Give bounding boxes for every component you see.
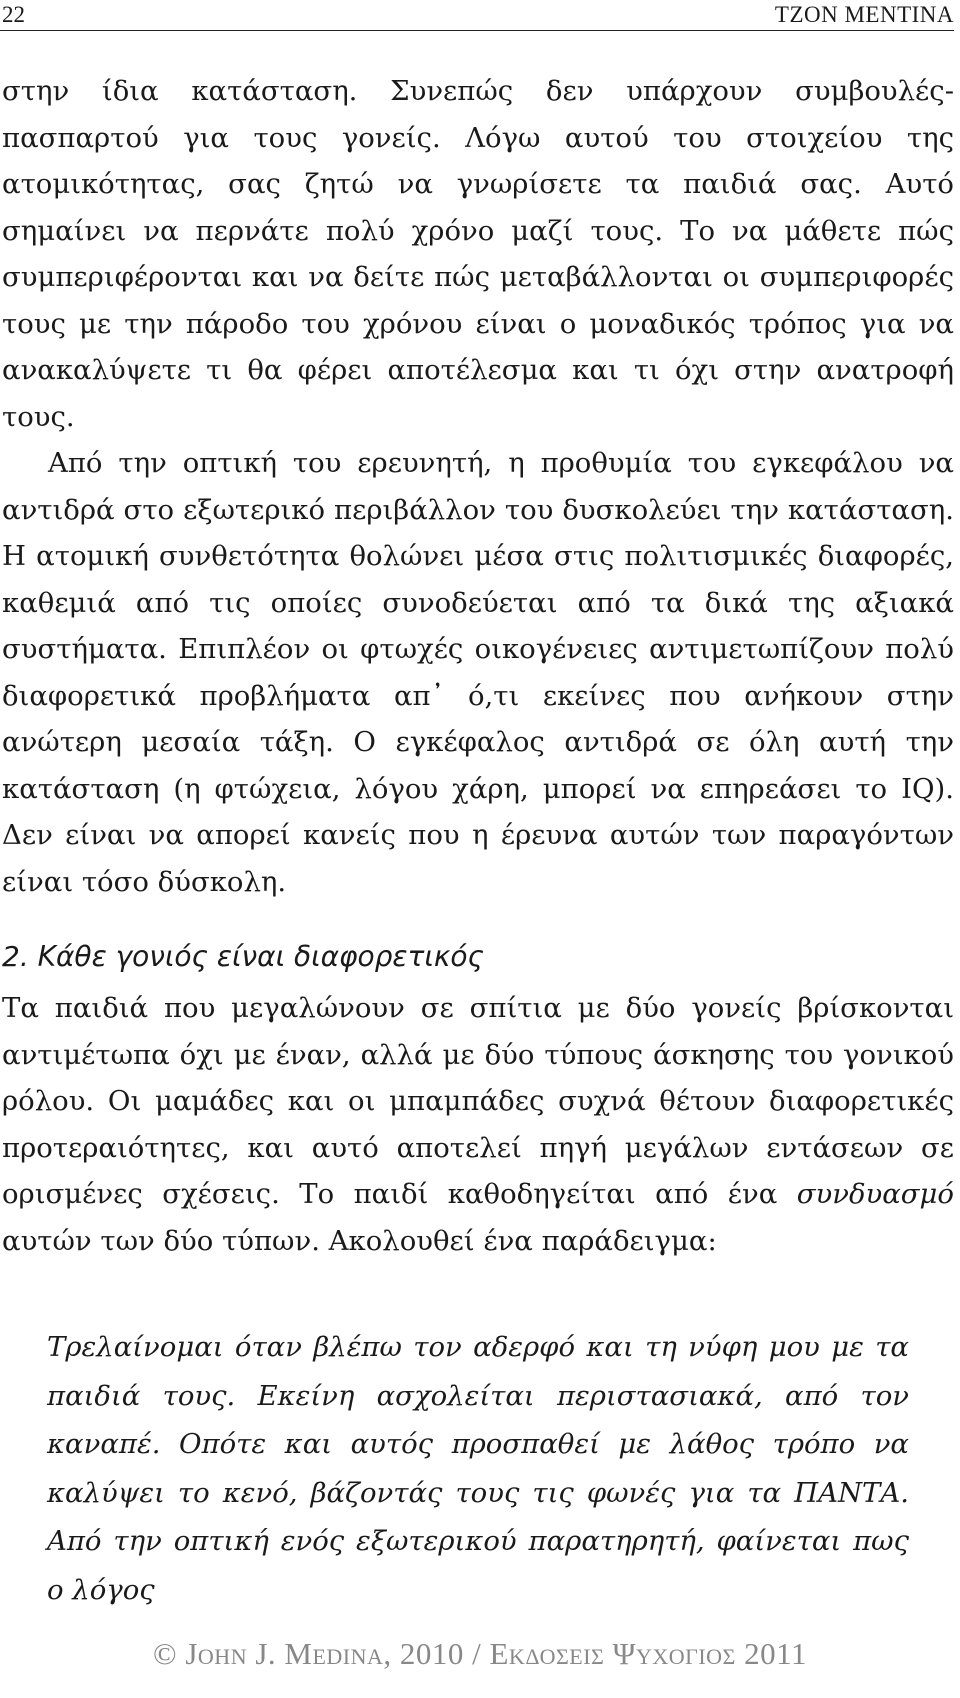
paragraph-1: στην ίδια κατάσταση. Συνεπώς δεν υπάρχουν συμβουλές-πασπαρτού για τους γονείς. Λόγω αυτού του στοιχείου της ατομικότητας, σας ζητώ να γνωρίσετε τα παιδιά σας. Αυτό σημαίνει να περνάτε πολύ χρόνο μαζί τους. Το να μάθετε πώς συμπεριφέρονται και να δείτε πώς μεταβάλλονται οι συμπεριφορές τους με την πάροδο του χρόνου είναι ο μοναδικός τρόπος για να ανακαλύψετε τι θα φέρει αποτέλεσμα και τι όχι στην ανατροφή τους. — [2, 75, 954, 433]
paragraph-2: Από την οπτική του ερευνητή, η προθυμία του εγκεφάλου να αντιδρά στο εξωτερικό περιβάλλον του δυσκολεύει την κατάσταση. Η ατομική συνθετότητα θολώνει μέσα στις πολιτισμικές διαφορές, καθεμιά από τις οποίες συνοδεύεται από τα δικά της αξιακά συστήματα. Επιπλέον οι φτωχές οικογένειες αντιμετωπίζουν πολύ διαφορετικά προβλήματα απ᾽ ό,τι εκείνες που ανήκουν στην ανώτερη μεσαία τάξη. Ο εγκέφαλος αντιδρά σε όλη αυτή την κατάσταση (η φτώχεια, λόγου χάρη, μπορεί να επηρεάσει το IQ). Δεν είναι να απορεί κανείς που η έρευνα αυτών των παραγόντων είναι τόσο δύσκολη. — [2, 447, 954, 898]
copyright-footer: © John J. Medina, 2010 / Εκδοσεισ Ψυχογιοσ 2011 — [153, 1636, 807, 1671]
paragraph-3-text-end: αυτών των δύο τύπων. Ακολουθεί ένα παράδειγμα: — [2, 1224, 717, 1257]
page-number: 22 — [2, 2, 25, 27]
paragraph-3 — [2, 985, 954, 1264]
block-quote — [47, 1323, 909, 1614]
paragraph-3-emphasis: συνδυασμό — [796, 1178, 954, 1210]
running-head-author: ΤΖΟΝ ΜΕΝΤΙΝΑ — [774, 2, 954, 27]
body-text-top — [2, 68, 954, 905]
running-header — [0, 0, 954, 31]
paragraph-3-text-start: Τα παιδιά που μεγαλώνουν σε σπίτια με δύο γονείς βρίσκονται αντιμέτωπα όχι με έναν, αλλά με δύο τύπους άσκησης του γονικού ρόλου. Οι μαμάδες και οι μπαμπάδες συχνά θέτουν διαφορετικές προτεραιότητες, και αυτό αποτελεί πηγή μεγάλων εντάσεων σε ορισμένες σχέσεις. Το παιδί καθοδηγείται από ένα — [2, 992, 954, 1210]
quote-text: Τρελαίνομαι όταν βλέπω τον αδερφό και τη νύφη μου με τα παιδιά τους. Εκείνη ασχολείται περιστασιακά, από τον καναπέ. Οπότε και αυτός προσπαθεί με λάθος τρόπο να καλύψει το κενό, βάζοντάς τους τις φωνές για τα ΠΑΝΤΑ. Από την οπτική ενός εξωτερικού παρατηρητή, φαίνεται πως ο λόγος — [47, 1331, 909, 1606]
body-text-section — [2, 985, 954, 1264]
section-heading: 2. Κάθε γονιός είναι διαφορετικός — [2, 940, 484, 973]
